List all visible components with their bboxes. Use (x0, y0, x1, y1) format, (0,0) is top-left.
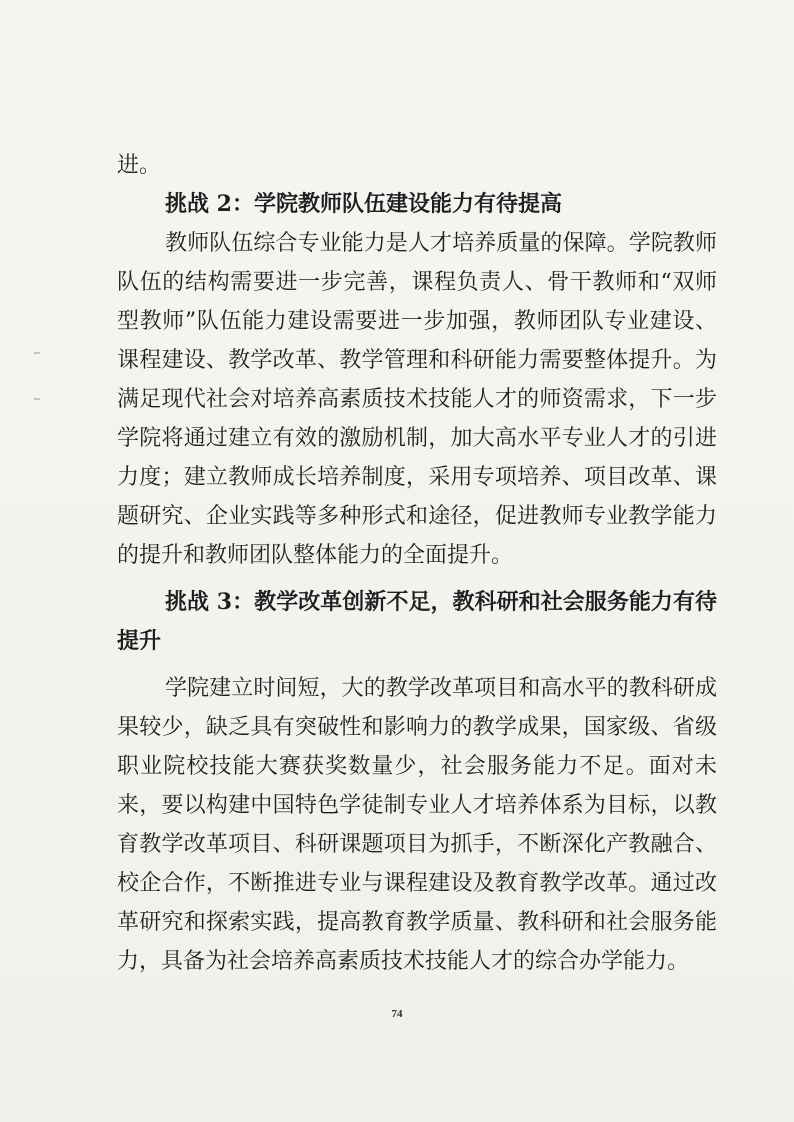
body-line: 满足现代社会对培养高素质技术技能人才的师资需求，下一步 (117, 387, 717, 412)
body-line: 来，要以构建中国特色学徒制专业人才培养体系为目标，以教 (117, 793, 717, 818)
page-content (117, 146, 717, 981)
body-line: 果较少，缺乏具有突破性和影响力的教学成果，国家级、省级 (117, 715, 717, 740)
body-line: 育教学改革项目、科研课题项目为抓手，不断深化产教融合、 (117, 832, 717, 857)
body-line: 学院将通过建立有效的激励机制，加大高水平专业人才的引进 (117, 426, 717, 451)
page-number: 74 (391, 1008, 403, 1020)
body-line: 校企合作，不断推进专业与课程建设及教育教学改革。通过改 (117, 871, 717, 896)
section-heading-challenge-3-cont: 提升 (117, 628, 162, 654)
body-line: 题研究、企业实践等多种形式和途径，促进教师专业教学能力 (117, 504, 717, 529)
body-line: 型教师”队伍能力建设需要进一步加强，教师团队专业建设、 (117, 309, 717, 334)
body-line: 队伍的结构需要进一步完善，课程负责人、骨干教师和“双师 (117, 270, 717, 295)
body-line: 力度；建立教师成长培养制度，采用专项培养、项目改革、课 (117, 465, 717, 490)
body-line: 教师队伍综合专业能力是人才培养质量的保障。学院教师 (165, 231, 717, 256)
section-heading-challenge-3: 挑战 3：教学改革创新不足，教科研和社会服务能力有待 (165, 589, 717, 615)
body-line: 力，具备为社会培养高素质技术技能人才的综合办学能力。 (117, 949, 690, 974)
body-line: 革研究和探索实践，提高教育教学质量、教科研和社会服务能 (117, 910, 717, 935)
body-line: 的提升和教师团队整体能力的全面提升。 (117, 543, 514, 568)
body-line: 学院建立时间短，大的教学改革项目和高水平的教科研成 (165, 676, 717, 701)
body-line: 课程建设、教学改革、教学管理和科研能力需要整体提升。为 (117, 348, 717, 373)
scan-artifact (34, 352, 40, 354)
continuation-text: 进。 (117, 153, 162, 178)
body-line: 职业院校技能大赛获奖数量少，社会服务能力不足。面对未 (117, 754, 717, 779)
section-heading-challenge-2: 挑战 2：学院教师队伍建设能力有待提高 (165, 191, 562, 217)
scan-artifact (34, 398, 40, 400)
